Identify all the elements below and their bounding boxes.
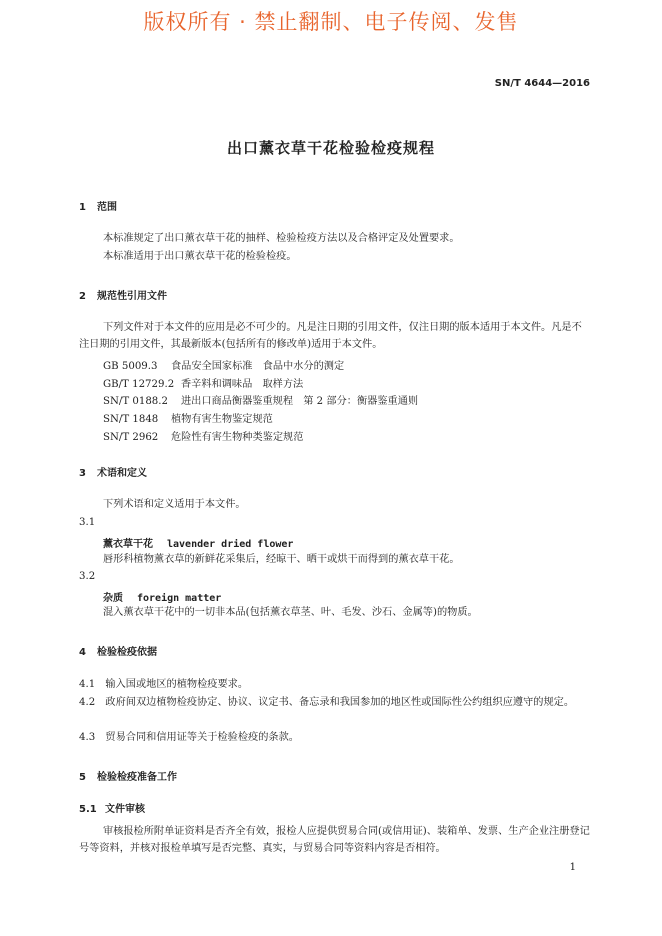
section-5-heading xyxy=(79,768,177,783)
reference-name: 进出口商品衡器鉴重规程 第 2 部分：衡器鉴重通则 xyxy=(181,396,419,407)
reference-code: SN/T 0188.2 xyxy=(103,396,169,407)
section-number: 4 xyxy=(79,647,86,658)
clause-4-1: 4.1 输入国或地区的植物检疫要求。 xyxy=(79,679,249,690)
reference-code: GB 5009.3 xyxy=(103,361,158,372)
reference-item xyxy=(103,357,344,372)
section-2-intro: 下列文件对于本文件的应用是必不可少的。凡是注日期的引用文件，仅注日期的版本适用于本文件。凡是不注日期的引用文件，其最新版本(包括所有的修改单)适用于本文件。 xyxy=(79,322,582,350)
subsection-title: 文件审核 xyxy=(105,804,145,815)
reference-name: 香辛料和调味品 取样方法 xyxy=(181,379,304,390)
section-2-heading xyxy=(79,287,167,302)
reference-name: 危险性有害生物种类鉴定规范 xyxy=(171,432,304,443)
section-title: 规范性引用文件 xyxy=(97,291,167,302)
reference-item xyxy=(103,410,273,425)
reference-code: SN/T 1848 xyxy=(103,414,159,425)
reference-name: 植物有害生物鉴定规范 xyxy=(171,414,273,425)
term-definition: 混入薰衣草干花中的一切非本品(包括薰衣草茎、叶、毛发、沙石、金属等)的物质。 xyxy=(103,607,478,618)
clause-4-3: 4.3 贸易合同和信用证等关于检验检疫的条款。 xyxy=(79,732,299,743)
section-3-heading xyxy=(79,464,147,479)
section-3-intro: 下列术语和定义适用于本文件。 xyxy=(103,499,246,510)
page-number: 1 xyxy=(569,862,576,873)
section-number: 2 xyxy=(79,291,86,302)
term-chinese: 杂质 xyxy=(103,593,123,604)
reference-item xyxy=(103,428,303,443)
term-definition: 唇形科植物薰衣草的新鲜花采集后，经晾干、晒干或烘干而得到的薰衣草干花。 xyxy=(103,554,460,565)
term-number: 3.2 xyxy=(79,571,96,582)
section-title: 检验检疫依据 xyxy=(97,647,157,658)
term-heading xyxy=(103,589,221,604)
section-4-heading xyxy=(79,643,157,658)
section-number: 3 xyxy=(79,468,86,479)
subsection-5-1-paragraph: 审核报检所附单证资料是否齐全有效，报检人应提供贸易合同(或信用证)、装箱单、发票、生产企业注册登记号等资料，并核对报检单填写是否完整、真实，与贸易合同等资料内容是否相符。 xyxy=(79,826,590,854)
reference-item xyxy=(103,375,303,390)
section-1-heading xyxy=(79,198,117,213)
section-1-paragraph-2: 本标准适用于出口薰衣草干花的检验检疫。 xyxy=(103,251,297,262)
section-title: 术语和定义 xyxy=(97,468,147,479)
term-heading xyxy=(103,535,293,550)
term-number: 3.1 xyxy=(79,517,96,528)
reference-code: SN/T 2962 xyxy=(103,432,159,443)
subsection-5-1-heading xyxy=(79,800,145,815)
standard-number: SN/T 4644—2016 xyxy=(494,78,590,89)
clause-4-2: 4.2 政府间双边植物检疫协定、协议、议定书、备忘录和我国参加的地区性或国际性公约组织应遵守的规定。 xyxy=(79,697,575,708)
section-1-paragraph-1: 本标准规定了出口薰衣草干花的抽样、检验检疫方法以及合格评定及处置要求。 xyxy=(103,233,460,244)
term-english: lavender dried flower xyxy=(167,539,294,550)
copyright-banner: 版权所有 · 禁止翻制、电子传阅、发售 xyxy=(143,10,519,34)
section-title: 范围 xyxy=(97,202,117,213)
section-number: 1 xyxy=(79,202,86,213)
reference-item xyxy=(103,392,418,407)
term-english: foreign matter xyxy=(137,593,222,604)
reference-code: GB/T 12729.2 xyxy=(103,379,175,390)
reference-name: 食品安全国家标准 食品中水分的测定 xyxy=(171,361,345,372)
term-chinese: 薰衣草干花 xyxy=(103,539,153,550)
subsection-number: 5.1 xyxy=(79,804,97,815)
document-title: 出口薰衣草干花检验检疫规程 xyxy=(226,139,435,157)
section-number: 5 xyxy=(79,772,86,783)
section-title: 检验检疫准备工作 xyxy=(97,772,177,783)
